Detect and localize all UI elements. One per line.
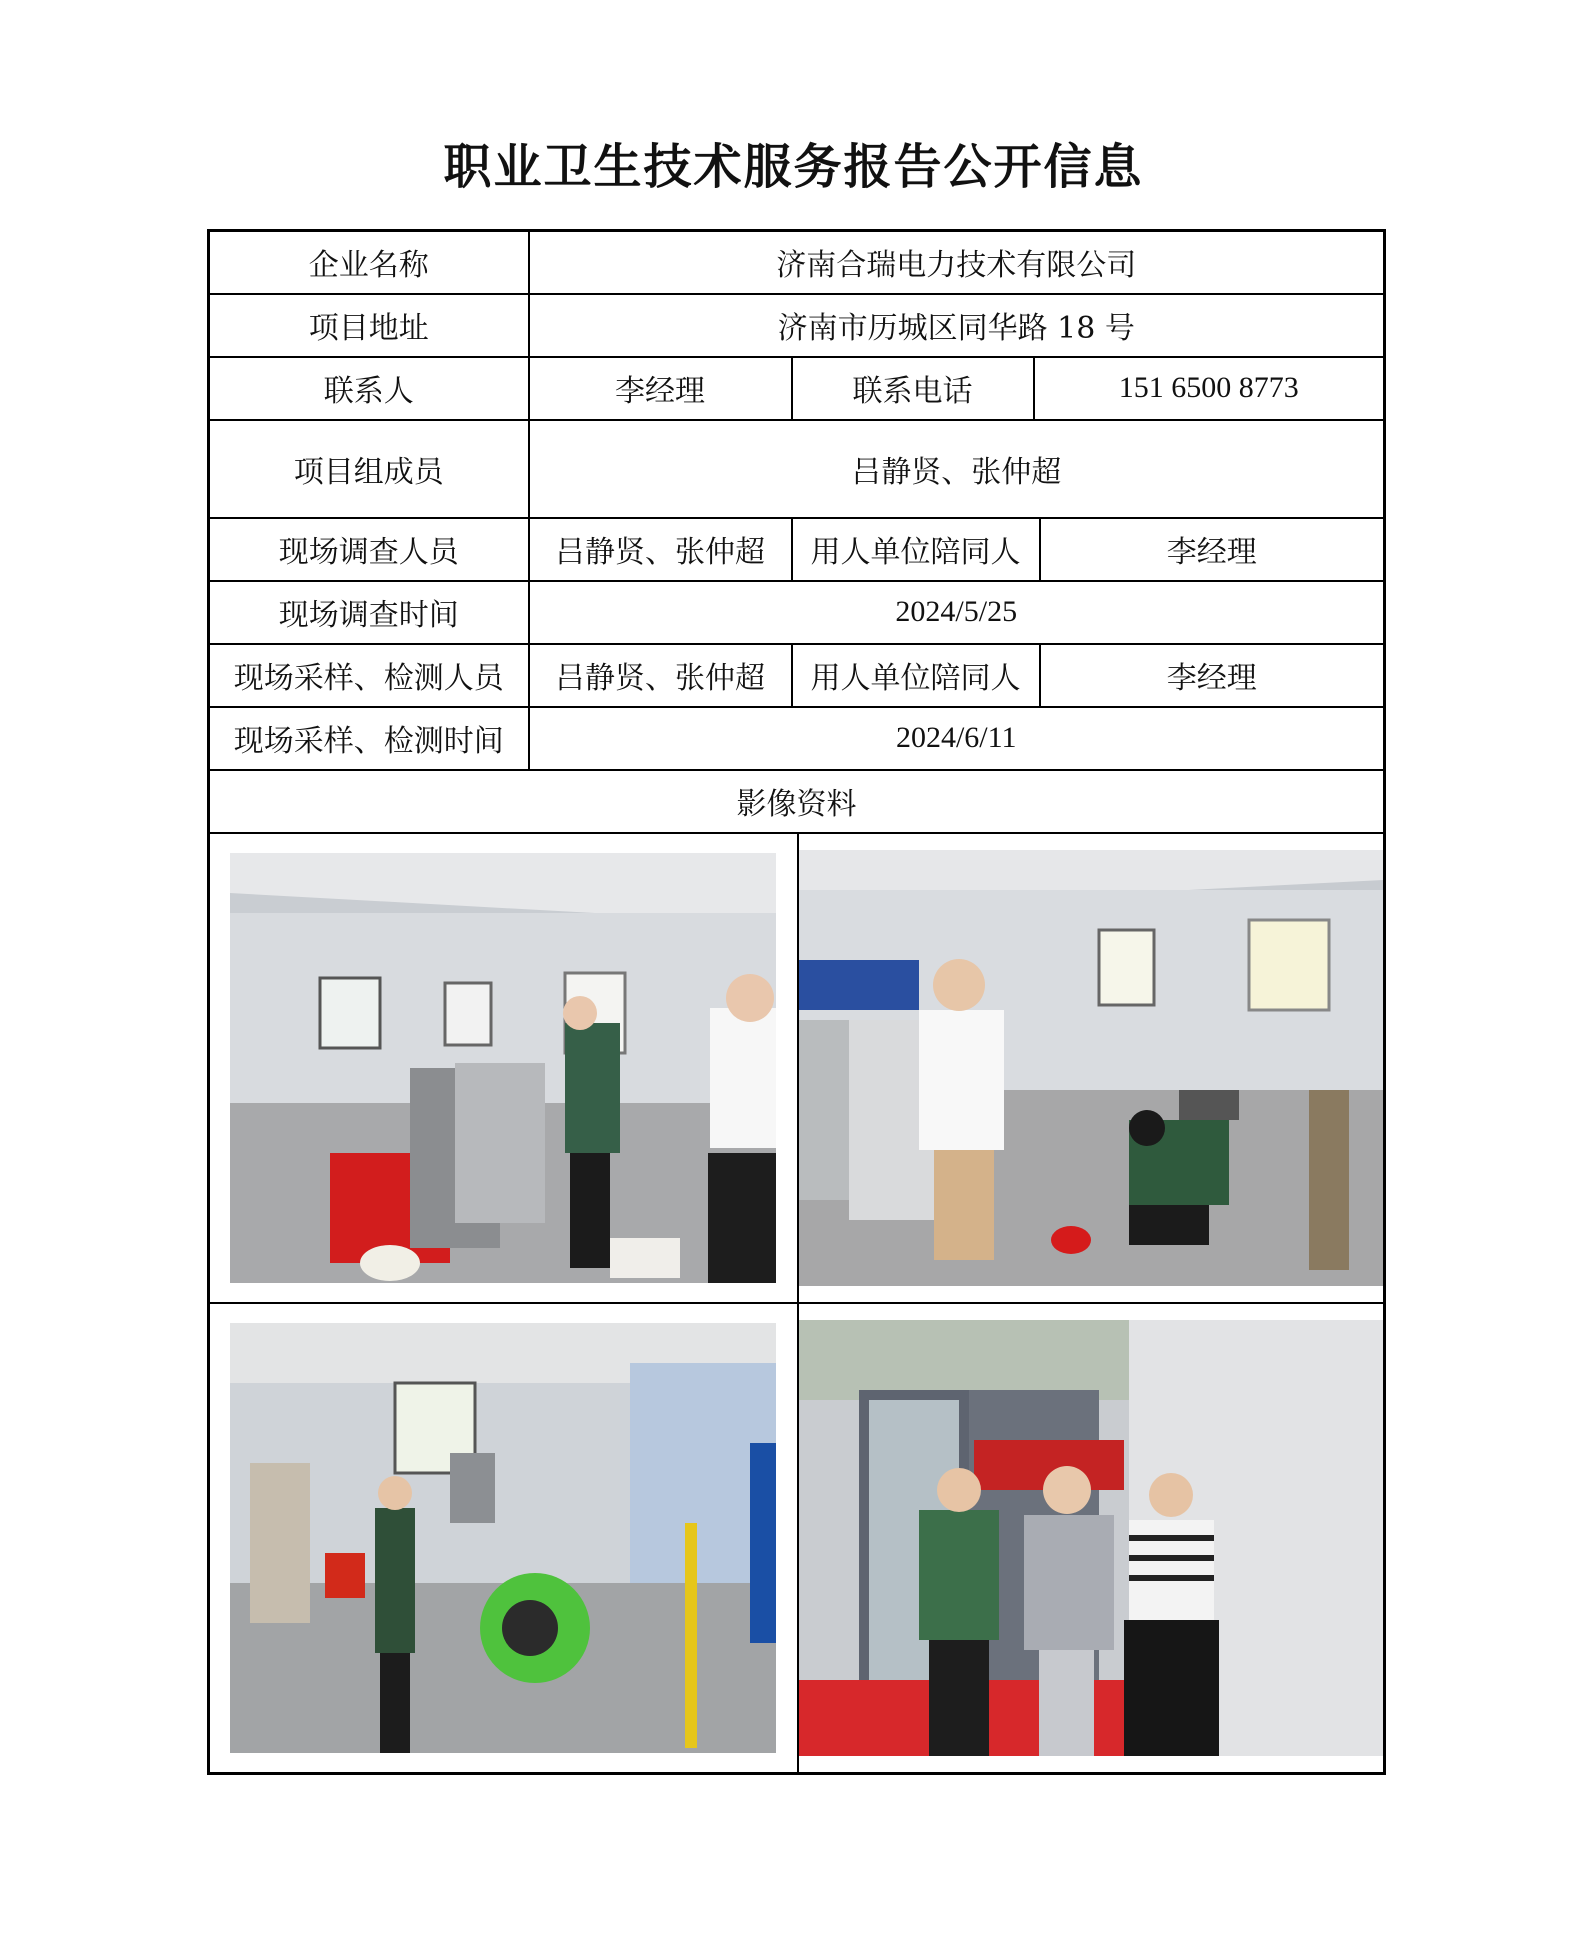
row-contact [209,357,1385,420]
row-photos-1 [209,833,1385,1303]
contact-value: 李经理 [529,357,792,420]
row-images-header [209,770,1385,833]
photo-group-entrance [799,1320,1383,1756]
phone-label: 联系电话 [792,357,1034,420]
survey-time-value: 2024/5/25 [529,581,1385,644]
row-sampling-staff [209,644,1385,707]
survey-escort-label: 用人单位陪同人 [792,518,1040,581]
photo-cell-3 [209,1303,798,1774]
survey-escort-value: 李经理 [1040,518,1385,581]
row-members [209,420,1385,518]
contact-label: 联系人 [209,357,529,420]
survey-staff-value: 吕静贤、张仲超 [529,518,792,581]
sampling-escort-value: 李经理 [1040,644,1385,707]
info-table [207,229,1386,1775]
row-company [209,231,1385,294]
company-label: 企业名称 [209,231,529,294]
survey-staff-label: 现场调查人员 [209,518,529,581]
row-sampling-time [209,707,1385,770]
images-label: 影像资料 [209,770,1385,833]
photo-noise-measurement [230,1323,776,1753]
document-title: 职业卫生技术服务报告公开信息 [443,139,1144,195]
row-photos-2 [209,1303,1385,1774]
survey-time-label: 现场调查时间 [209,581,529,644]
sampling-time-value: 2024/6/11 [529,707,1385,770]
phone-value: 151 6500 8773 [1034,357,1385,420]
row-address [209,294,1385,357]
photo-equipment-testing [799,850,1383,1286]
photo-cell-2 [798,833,1385,1303]
sampling-staff-value: 吕静贤、张仲超 [529,644,792,707]
row-survey-time [209,581,1385,644]
members-label: 项目组成员 [209,420,529,518]
row-survey-staff [209,518,1385,581]
sampling-time-label: 现场采样、检测时间 [209,707,529,770]
company-value: 济南合瑞电力技术有限公司 [529,231,1385,294]
photo-workshop-inspection [230,853,776,1283]
address-value: 济南市历城区同华路 18 号 [529,294,1385,357]
photo-cell-4 [798,1303,1385,1774]
sampling-staff-label: 现场采样、检测人员 [209,644,529,707]
photo-cell-1 [209,833,798,1303]
sampling-escort-label: 用人单位陪同人 [792,644,1040,707]
address-label: 项目地址 [209,294,529,357]
members-value: 吕静贤、张仲超 [529,420,1385,518]
